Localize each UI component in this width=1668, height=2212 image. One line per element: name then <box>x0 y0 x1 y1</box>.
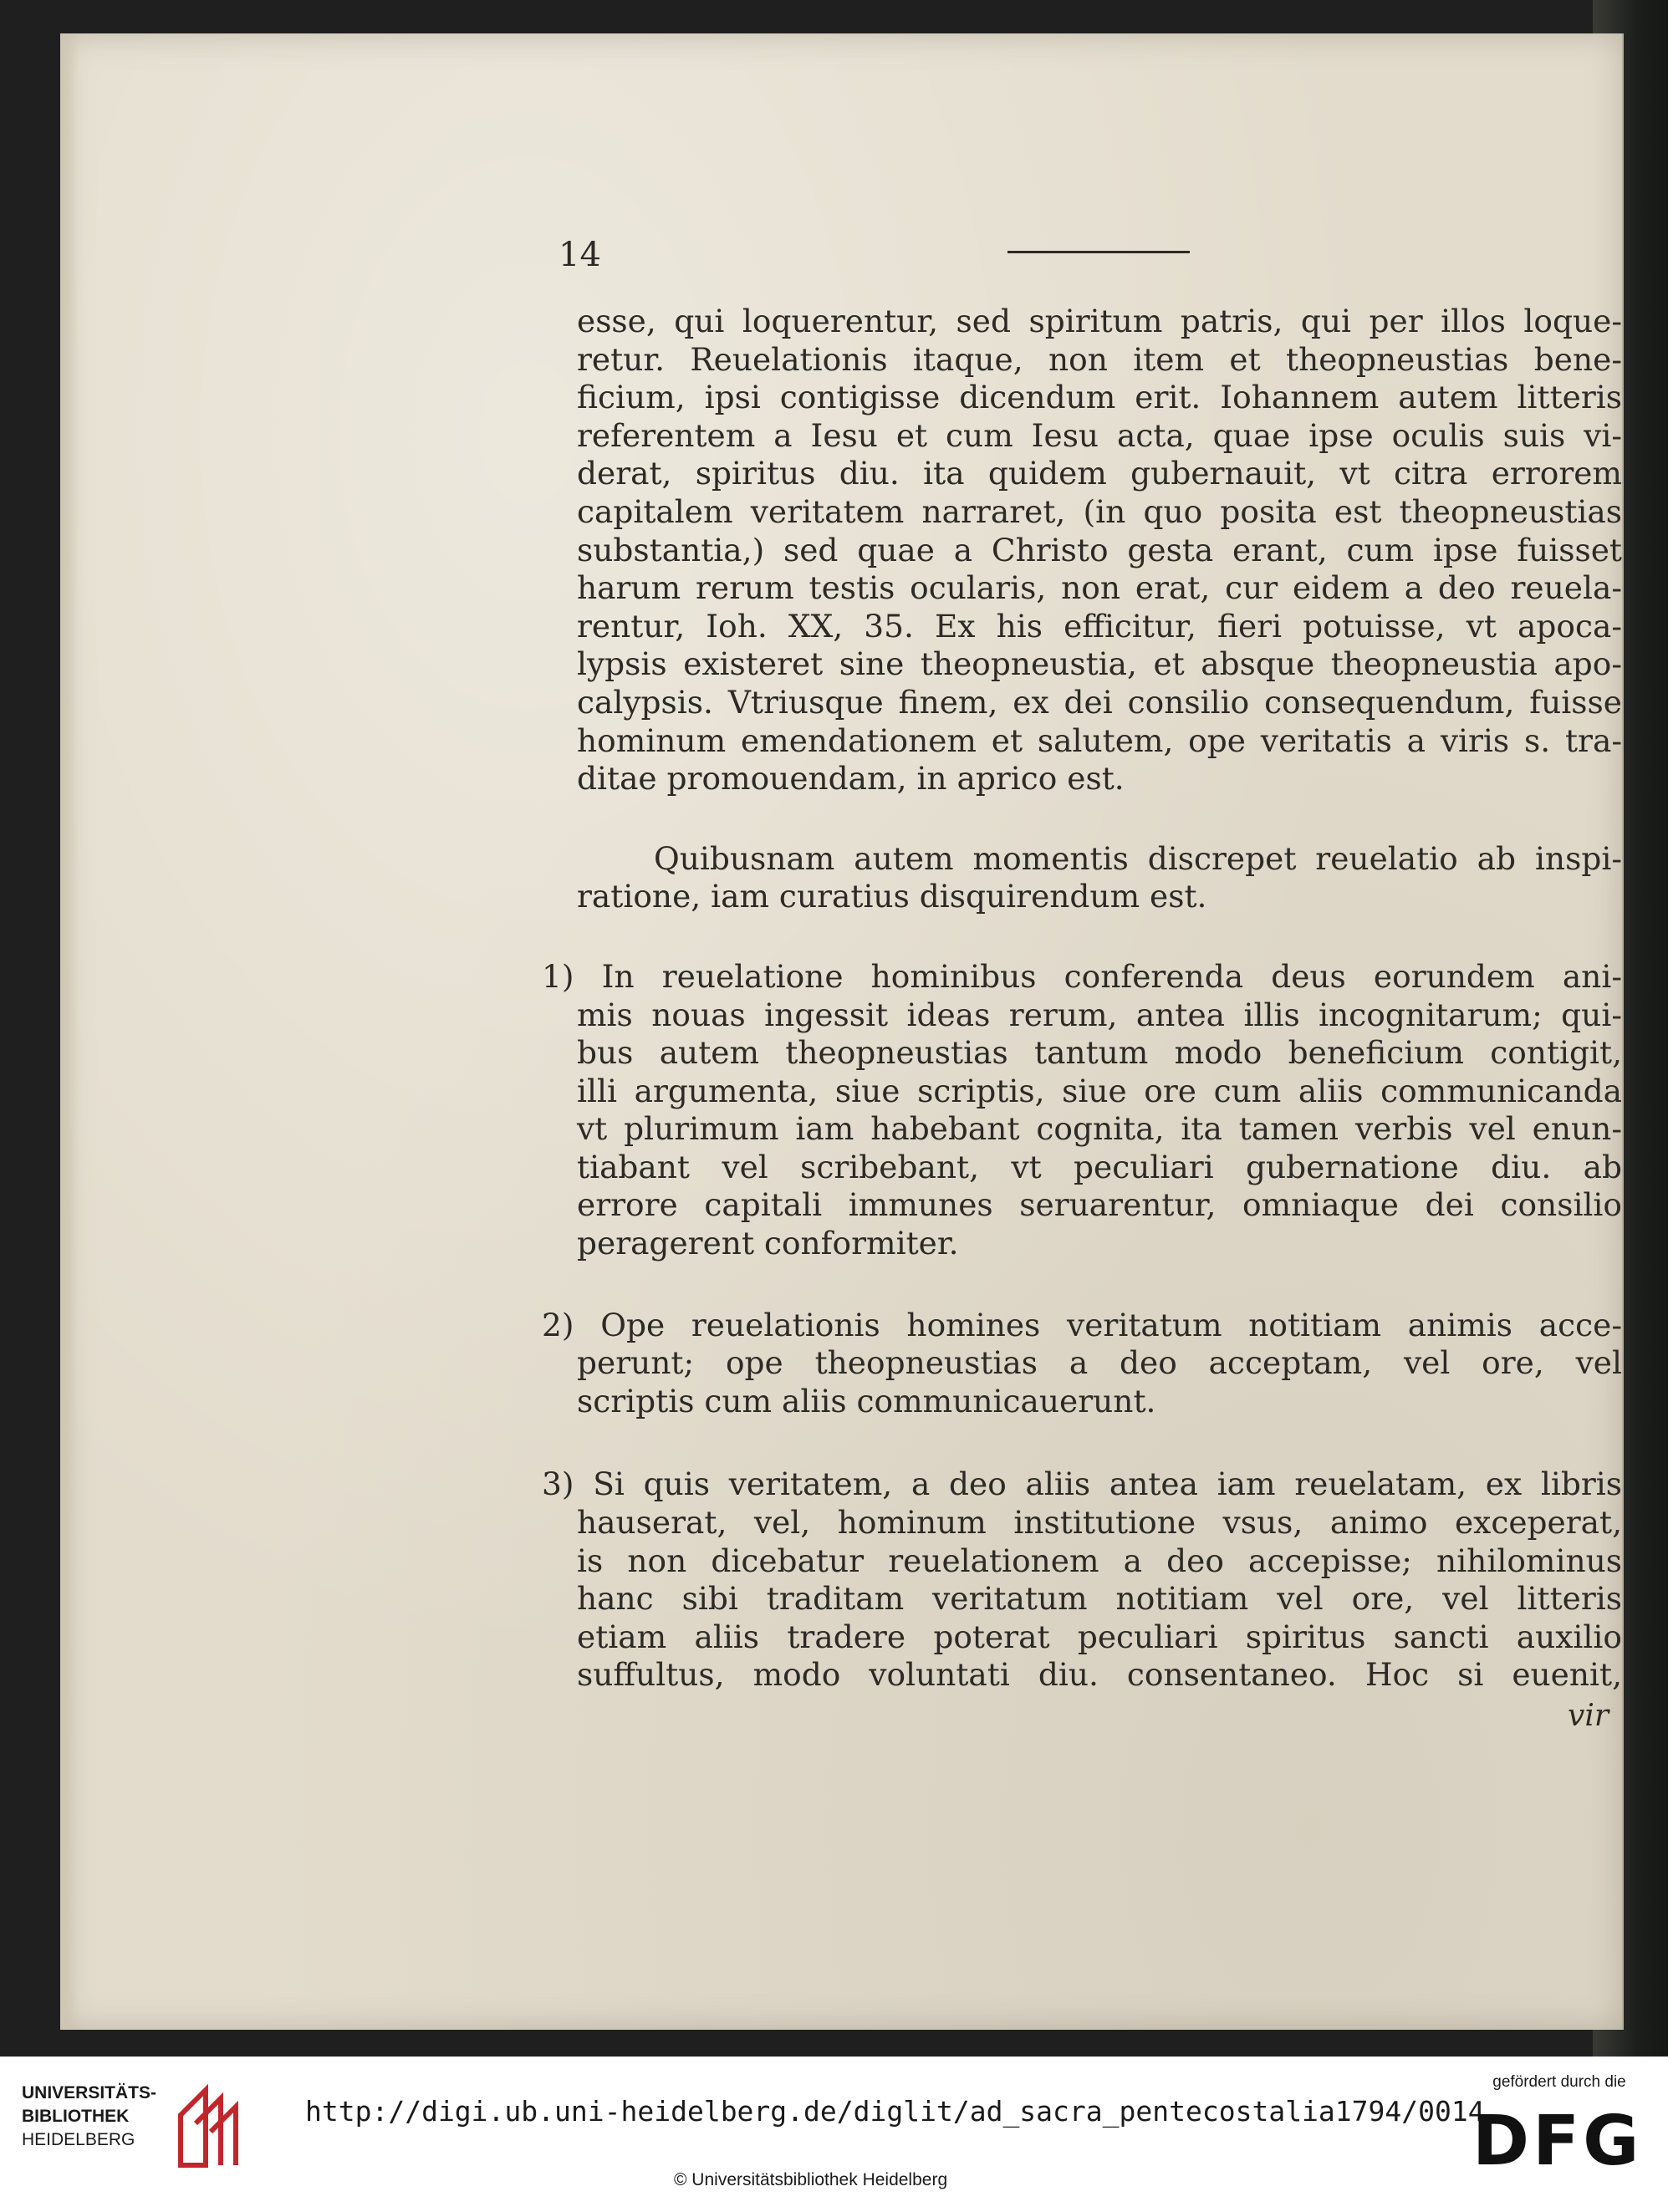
library-logo[interactable] <box>22 2082 239 2190</box>
text-line: ratione, iam curatius disquirendum est. <box>577 878 1207 915</box>
funding-caption: gefördert durch die <box>1492 2073 1626 2091</box>
text-line: mis nouas ingessit ideas rerum, antea illis incognitarum; qui- <box>577 996 1622 1033</box>
text-line: harum rerum testis ocularis, non erat, cur eidem a deo reuela- <box>577 569 1622 607</box>
funder-block <box>1467 2073 1651 2199</box>
text-line: errore capitali immunes seruarentur, omniaque dei consilio <box>577 1186 1622 1224</box>
copyright-notice: © Universitätsbibliothek Heidelberg <box>674 2170 948 2189</box>
header-rule <box>1007 251 1190 253</box>
text-line: ditae promouendam, in aprico est. <box>577 760 1125 798</box>
text-line: suffultus, modo voluntati diu. consentaneo. Hoc si euenit, <box>577 1656 1622 1694</box>
paragraph-gap <box>577 1263 1622 1307</box>
paragraph-gap <box>577 1420 1622 1465</box>
text-line: tiabant vel scribebant, vt peculiari gubernatione diu. ab <box>577 1148 1622 1185</box>
text-line: esse, qui loquerentur, sed spiritum patris, qui per illos loque- <box>577 303 1622 339</box>
paragraph <box>542 1465 1622 1695</box>
text-line: vt plurimum iam habebant cognita, ita tamen verbis vel enun- <box>577 1110 1622 1148</box>
text-line: scriptis cum aliis communicauerunt. <box>577 1382 1156 1419</box>
text-line: peragerent conformiter. <box>577 1225 959 1262</box>
text-line: substantia,) sed quae a Christo gesta erant, cum ipse fuisset <box>577 531 1622 568</box>
text-line: rentur, Ioh. XX, 35. Ex his efficitur, fieri potuisse, vt apoca- <box>577 607 1622 645</box>
paragraph <box>542 1306 1622 1421</box>
viewer-footer <box>0 2057 1668 2212</box>
text-line: illi argumenta, siue scriptis, siue ore cum aliis communicanda <box>577 1072 1622 1109</box>
page-number: 14 <box>559 236 601 274</box>
text-line: derat, spiritus diu. ita quidem gubernauit, vt citra errorem <box>577 455 1622 492</box>
text-line: referentem a Iesu et cum Iesu acta, quae ipse oculis suis vi- <box>577 416 1622 454</box>
text-line: retur. Reuelationis itaque, non item et theopneustias bene- <box>577 340 1622 378</box>
permalink-url[interactable]: http://digi.ub.uni-heidelberg.de/diglit/ad_sacra_pentecostalia1794/0014 <box>305 2095 1485 2128</box>
paragraph-gap <box>577 798 1622 840</box>
paragraph <box>577 840 1622 916</box>
text-line: calypsis. Vtriusque finem, ex dei consilio consequendum, fuisse <box>577 683 1622 721</box>
library-name <box>22 2082 168 2152</box>
library-emblem-icon <box>172 2082 239 2174</box>
page-body <box>542 303 1622 1695</box>
paragraph <box>577 303 1622 798</box>
text-line: 2) Ope reuelationis homines veritatum notitiam animis acce- <box>542 1306 1622 1343</box>
text-line: Quibusnam autem momentis discrepet reuelatio ab inspi- <box>654 839 1622 877</box>
text-line: capitalem veritatem narraret, (in quo posita est theopneustias <box>577 492 1622 530</box>
catchword: vir <box>1568 1699 1609 1733</box>
text-line: hanc sibi traditam veritatum notitiam vel ore, vel litteris <box>577 1580 1622 1618</box>
dfg-logo[interactable]: DFG <box>1472 2102 1643 2181</box>
page-header <box>559 236 1629 278</box>
text-line: lypsis existeret sine theopneustia, et absque theopneustia apo- <box>577 645 1622 683</box>
text-line: 3) Si quis veritatem, a deo aliis antea iam reuelatam, ex libris <box>542 1465 1622 1503</box>
text-line: hominum emendationem et salutem, ope veritatis a viris s. tra- <box>577 721 1622 759</box>
library-name-line: HEIDELBERG <box>22 2130 135 2149</box>
library-name-line: BIBLIOTHEK <box>22 2107 130 2126</box>
text-line: etiam aliis tradere poterat peculiari spiritus sancti auxilio <box>577 1618 1622 1655</box>
text-line: perunt; ope theopneustias a deo acceptam, vel ore, vel <box>577 1344 1622 1382</box>
text-line: is non dicebatur reuelationem a deo accepisse; nihilominus <box>577 1542 1622 1579</box>
paragraph <box>542 957 1622 1263</box>
page-edge-shadow <box>60 33 79 2030</box>
text-line: 1) In reuelatione hominibus conferenda deus eorundem ani- <box>542 957 1622 995</box>
paragraph-gap <box>577 916 1622 958</box>
text-line: ficium, ipsi contigisse dicendum erit. Iohannem autem litteris <box>577 379 1622 416</box>
text-line: hauserat, vel, hominum institutione vsus, animo exceperat, <box>577 1504 1622 1542</box>
library-name-line: UNIVERSITÄTS- <box>22 2083 157 2102</box>
text-line: bus autem theopneustias tantum modo beneficium contigit, <box>577 1034 1622 1072</box>
